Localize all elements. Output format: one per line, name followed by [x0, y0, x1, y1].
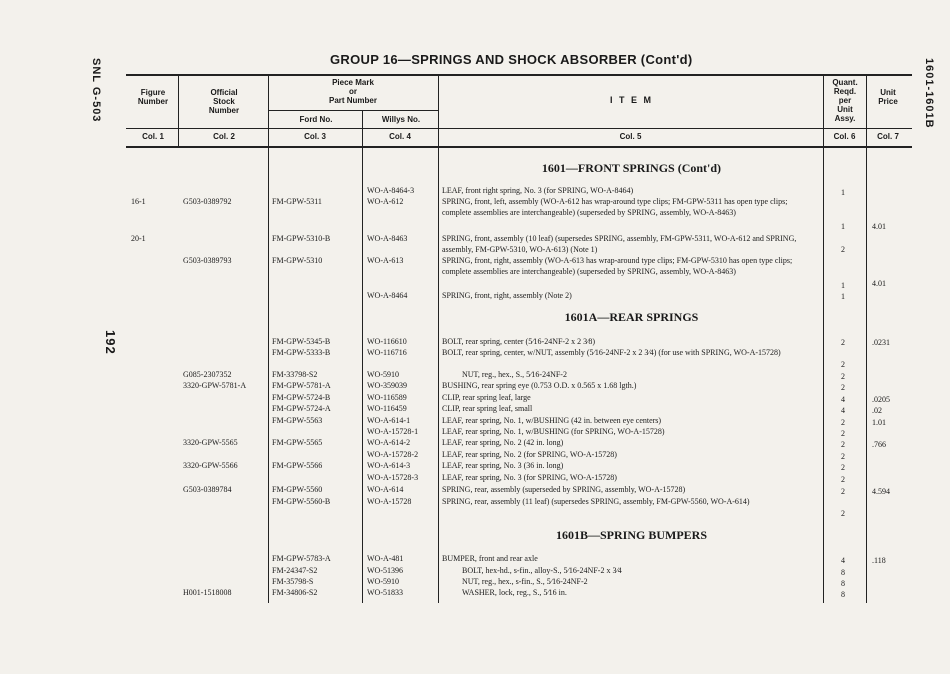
row-20-qty: 8: [841, 568, 845, 577]
row-10-price: .02: [872, 406, 882, 415]
row-0-willys: WO-A-8464-3: [367, 186, 415, 195]
row-7-qty: 2: [841, 372, 845, 381]
colnum-7: Col. 7: [877, 132, 899, 141]
row-4-willys: WO-A-8464: [367, 291, 408, 300]
row-3-ford: FM-GPW-5310: [272, 256, 323, 265]
row-3-item: SPRING, front, right, assembly (WO-A-613 has wrap-around type clips; FM-GPW-5310 has open type clips; complete assemblies are interchangeable) (superseded by SPRING, assembly, WO-A-8463): [442, 256, 793, 276]
row-9-qty: 4: [841, 395, 845, 404]
header-figure-line2: Number: [137, 97, 169, 106]
header-price-line1: Unit: [880, 88, 896, 97]
col-divider-5: [823, 75, 824, 603]
row-1-figure: 16-1: [131, 197, 146, 206]
col-divider-1: [178, 75, 179, 147]
row-12-willys: WO-A-15728-1: [367, 427, 419, 436]
colnum-3: Col. 3: [304, 132, 326, 141]
row-19-qty: 4: [841, 556, 845, 565]
row-10-willys: WO-116459: [367, 404, 407, 413]
row-0-qty: 1: [841, 188, 845, 197]
row-3-stock: G503-0389793: [183, 256, 232, 265]
header-qty-line5: Assy.: [834, 114, 856, 123]
row-19-price: .118: [872, 556, 886, 565]
row-22-qty: 8: [841, 590, 845, 599]
row-14-willys: WO-A-15728-2: [367, 450, 419, 459]
row-15-willys: WO-A-614-3: [367, 461, 411, 470]
row-21-willys: WO-5910: [367, 577, 399, 586]
side-catalog-label: SNL G-503: [90, 58, 102, 123]
page-number: 192: [103, 330, 118, 355]
row-4-item: SPRING, front, right, assembly (Note 2): [442, 291, 572, 300]
row-14-item: LEAF, rear spring, No. 2 (for SPRING, WO-A-15728): [442, 450, 617, 459]
col-divider-3: [362, 110, 363, 603]
row-3-willys: WO-A-613: [367, 256, 404, 265]
header-qty-line1: Quant.: [832, 78, 858, 87]
header-item: I T E M: [610, 95, 653, 105]
row-7-item: NUT, reg., hex., S., 5⁄16-24NF-2: [462, 370, 567, 379]
row-18-item: SPRING, rear, assembly (11 leaf) (supersedes SPRING, assembly, FM-GPW-5560, WO-A-614): [442, 497, 750, 506]
row-1-willys: WO-A-612: [367, 197, 404, 206]
row-15-ford: FM-GPW-5566: [272, 461, 323, 470]
header-figure: [130, 88, 176, 106]
row-0-item: LEAF, front right spring, No. 3 (for SPRING, WO-A-8464): [442, 186, 634, 195]
header-willys: Willys No.: [381, 115, 421, 124]
row-5-price: .0231: [872, 338, 890, 347]
row-9-price: .0205: [872, 395, 890, 404]
header-piece-line2: or: [349, 87, 357, 96]
header-price: [867, 88, 909, 106]
row-10-item: CLIP, rear spring leaf, small: [442, 404, 533, 413]
colnum-6: Col. 6: [833, 132, 856, 141]
side-section-label: 1601-1601B: [923, 58, 935, 129]
header-ford: Ford No.: [299, 115, 333, 124]
header-qty-line3: per: [838, 96, 852, 105]
row-22-willys: WO-51833: [367, 588, 403, 597]
section-spring-bumpers: 1601B—SPRING BUMPERS: [555, 528, 707, 542]
header-qty-line2: Reqd.: [833, 87, 857, 96]
row-19-item: BUMPER, front and rear axle: [442, 554, 538, 563]
header-stock-line3: Number: [208, 106, 240, 115]
row-21-item: NUT, reg., hex., s-fin., S., 5⁄16-24NF-2: [462, 577, 588, 586]
row-22-stock: H001-1518008: [183, 588, 232, 597]
row-8-willys: WO-359039: [367, 381, 407, 390]
row-4-qty: 1: [841, 292, 845, 301]
row-2-ford: FM-GPW-5310-B: [272, 234, 331, 243]
row-2-figure: 20-1: [131, 234, 146, 243]
row-18-qty: 2: [841, 509, 845, 518]
row-7-ford: FM-33798-S2: [272, 370, 318, 379]
page-title: GROUP 16—SPRINGS AND SHOCK ABSORBER (Cont'd): [330, 52, 693, 67]
row-11-item: LEAF, rear spring, No. 1, w/BUSHING (42 in. between eye centers): [442, 416, 662, 425]
table-top-rule: [126, 74, 912, 76]
row-17-price: 4.594: [872, 487, 890, 496]
row-17-willys: WO-A-614: [367, 485, 404, 494]
header-piece-line3: Part Number: [328, 96, 377, 105]
row-8-ford: FM-GPW-5781-A: [272, 381, 331, 390]
row-6-willys: WO-116716: [367, 348, 407, 357]
row-22-ford: FM-34806-S2: [272, 588, 318, 597]
row-11-ford: FM-GPW-5563: [272, 416, 323, 425]
colnum-2: Col. 2: [213, 132, 235, 141]
header-stock-line1: Official: [210, 88, 238, 97]
row-8-item: BUSHING, rear spring eye (0.753 O.D. x 0.565 x 1.68 lgth.): [442, 381, 637, 390]
row-1-price: 4.01: [872, 222, 886, 231]
row-11-price: 1.01: [872, 418, 886, 427]
row-5-ford: FM-GPW-5345-B: [272, 337, 331, 346]
header-bottom-rule: [126, 128, 912, 129]
row-16-willys: WO-A-15728-3: [367, 473, 419, 482]
row-10-ford: FM-GPW-5724-A: [272, 404, 331, 413]
row-13-qty: 2: [841, 440, 845, 449]
row-15-item: LEAF, rear spring, No. 3 (36 in. long): [442, 461, 564, 470]
row-18-willys: WO-A-15728: [367, 497, 412, 506]
row-1-item: SPRING, front, left, assembly (WO-A-612 has wrap-around type clips; FM-GPW-5311 has open type clips; complete assemblies are interchangeable) (superseded by SPRING, assembly, WO-A-8463): [442, 197, 788, 217]
row-12-item: LEAF, rear spring, No. 1, w/BUSHING (for SPRING, WO-A-15728): [442, 427, 665, 436]
row-10-qty: 4: [841, 406, 845, 415]
section-rear-springs: 1601A—REAR SPRINGS: [564, 310, 699, 324]
row-9-item: CLIP, rear spring leaf, large: [442, 393, 531, 402]
row-3-price: 4.01: [872, 279, 886, 288]
row-15-qty: 2: [841, 463, 845, 472]
row-18-ford: FM-GPW-5560-B: [272, 497, 331, 506]
row-17-qty: 2: [841, 487, 845, 496]
row-3-qty: 1: [841, 281, 845, 290]
colnum-1: Col. 1: [142, 132, 164, 141]
row-20-willys: WO-51396: [367, 566, 403, 575]
row-19-willys: WO-A-481: [367, 554, 404, 563]
row-2-willys: WO-A-8463: [367, 234, 408, 243]
colnum-5: Col. 5: [619, 132, 642, 141]
row-21-qty: 8: [841, 579, 845, 588]
row-1-stock: G503-0389792: [183, 197, 232, 206]
row-17-ford: FM-GPW-5560: [272, 485, 323, 494]
header-qty: [824, 78, 866, 123]
row-17-item: SPRING, rear, assembly (superseded by SPRING, assembly, WO-A-15728): [442, 485, 686, 494]
col-divider-6: [866, 75, 867, 603]
row-14-qty: 2: [841, 452, 845, 461]
row-13-ford: FM-GPW-5565: [272, 438, 323, 447]
row-13-price: .766: [872, 440, 886, 449]
row-2-item: SPRING, front, assembly (10 leaf) (supersedes SPRING, assembly, FM-GPW-5311, WO-A-612 and SPRING, assembly, FM-GPW-5310, WO-A-613) (Note 1): [442, 234, 797, 254]
row-8-stock: 3320-GPW-5781-A: [183, 381, 247, 390]
row-1-ford: FM-GPW-5311: [272, 197, 322, 206]
row-5-qty: 2: [841, 338, 845, 347]
row-1-qty: 1: [841, 222, 845, 231]
header-qty-line4: Unit: [837, 105, 853, 114]
colnum-bottom-rule: [126, 146, 912, 148]
row-16-item: LEAF, rear spring, No. 3 (for SPRING, WO-A-15728): [442, 473, 617, 482]
header-figure-line1: Figure: [140, 88, 166, 97]
row-13-item: LEAF, rear spring, No. 2 (42 in. long): [442, 438, 564, 447]
row-17-stock: G503-0389784: [183, 485, 232, 494]
row-2-qty: 2: [841, 245, 845, 254]
row-7-willys: WO-5910: [367, 370, 399, 379]
row-8-qty: 2: [841, 383, 845, 392]
row-6-ford: FM-GPW-5333-B: [272, 348, 331, 357]
row-11-qty: 2: [841, 418, 845, 427]
row-20-ford: FM-24347-S2: [272, 566, 318, 575]
piecemark-split-rule: [268, 110, 438, 111]
col-divider-2: [268, 75, 269, 603]
row-20-item: BOLT, hex-hd., s-fin., alloy-S., 5⁄16-24NF-2 x 3⁄4: [462, 566, 622, 575]
row-22-item: WASHER, lock, reg., S., 5⁄16 in.: [462, 588, 567, 597]
row-13-stock: 3320-GPW-5565: [183, 438, 238, 447]
header-price-line2: Price: [878, 97, 898, 106]
row-21-ford: FM-35798-S: [272, 577, 314, 586]
section-front-springs: 1601—FRONT SPRINGS (Cont'd): [541, 161, 722, 175]
col-divider-4: [438, 75, 439, 603]
row-15-stock: 3320-GPW-5566: [183, 461, 238, 470]
header-stock-line2: Stock: [213, 97, 235, 106]
row-19-ford: FM-GPW-5783-A: [272, 554, 331, 563]
header-piece-line1: Piece Mark: [332, 78, 374, 87]
row-16-qty: 2: [841, 475, 845, 484]
row-5-willys: WO-116610: [367, 337, 407, 346]
row-6-item: BOLT, rear spring, center, w/NUT, assembly (5⁄16-24NF-2 x 2 3⁄4) (for use with SPRING, WO-A-15728): [442, 348, 781, 357]
colnum-4: Col. 4: [389, 132, 411, 141]
row-7-stock: G085-2307352: [183, 370, 232, 379]
row-5-item: BOLT, rear spring, center (5⁄16-24NF-2 x 2 3⁄8): [442, 337, 596, 346]
row-11-willys: WO-A-614-1: [367, 416, 411, 425]
header-stock: [182, 88, 266, 115]
row-12-qty: 2: [841, 429, 845, 438]
header-piece-mark: [270, 78, 436, 105]
row-13-willys: WO-A-614-2: [367, 438, 411, 447]
row-9-ford: FM-GPW-5724-B: [272, 393, 331, 402]
row-9-willys: WO-116589: [367, 393, 407, 402]
row-6-qty: 2: [841, 360, 845, 369]
